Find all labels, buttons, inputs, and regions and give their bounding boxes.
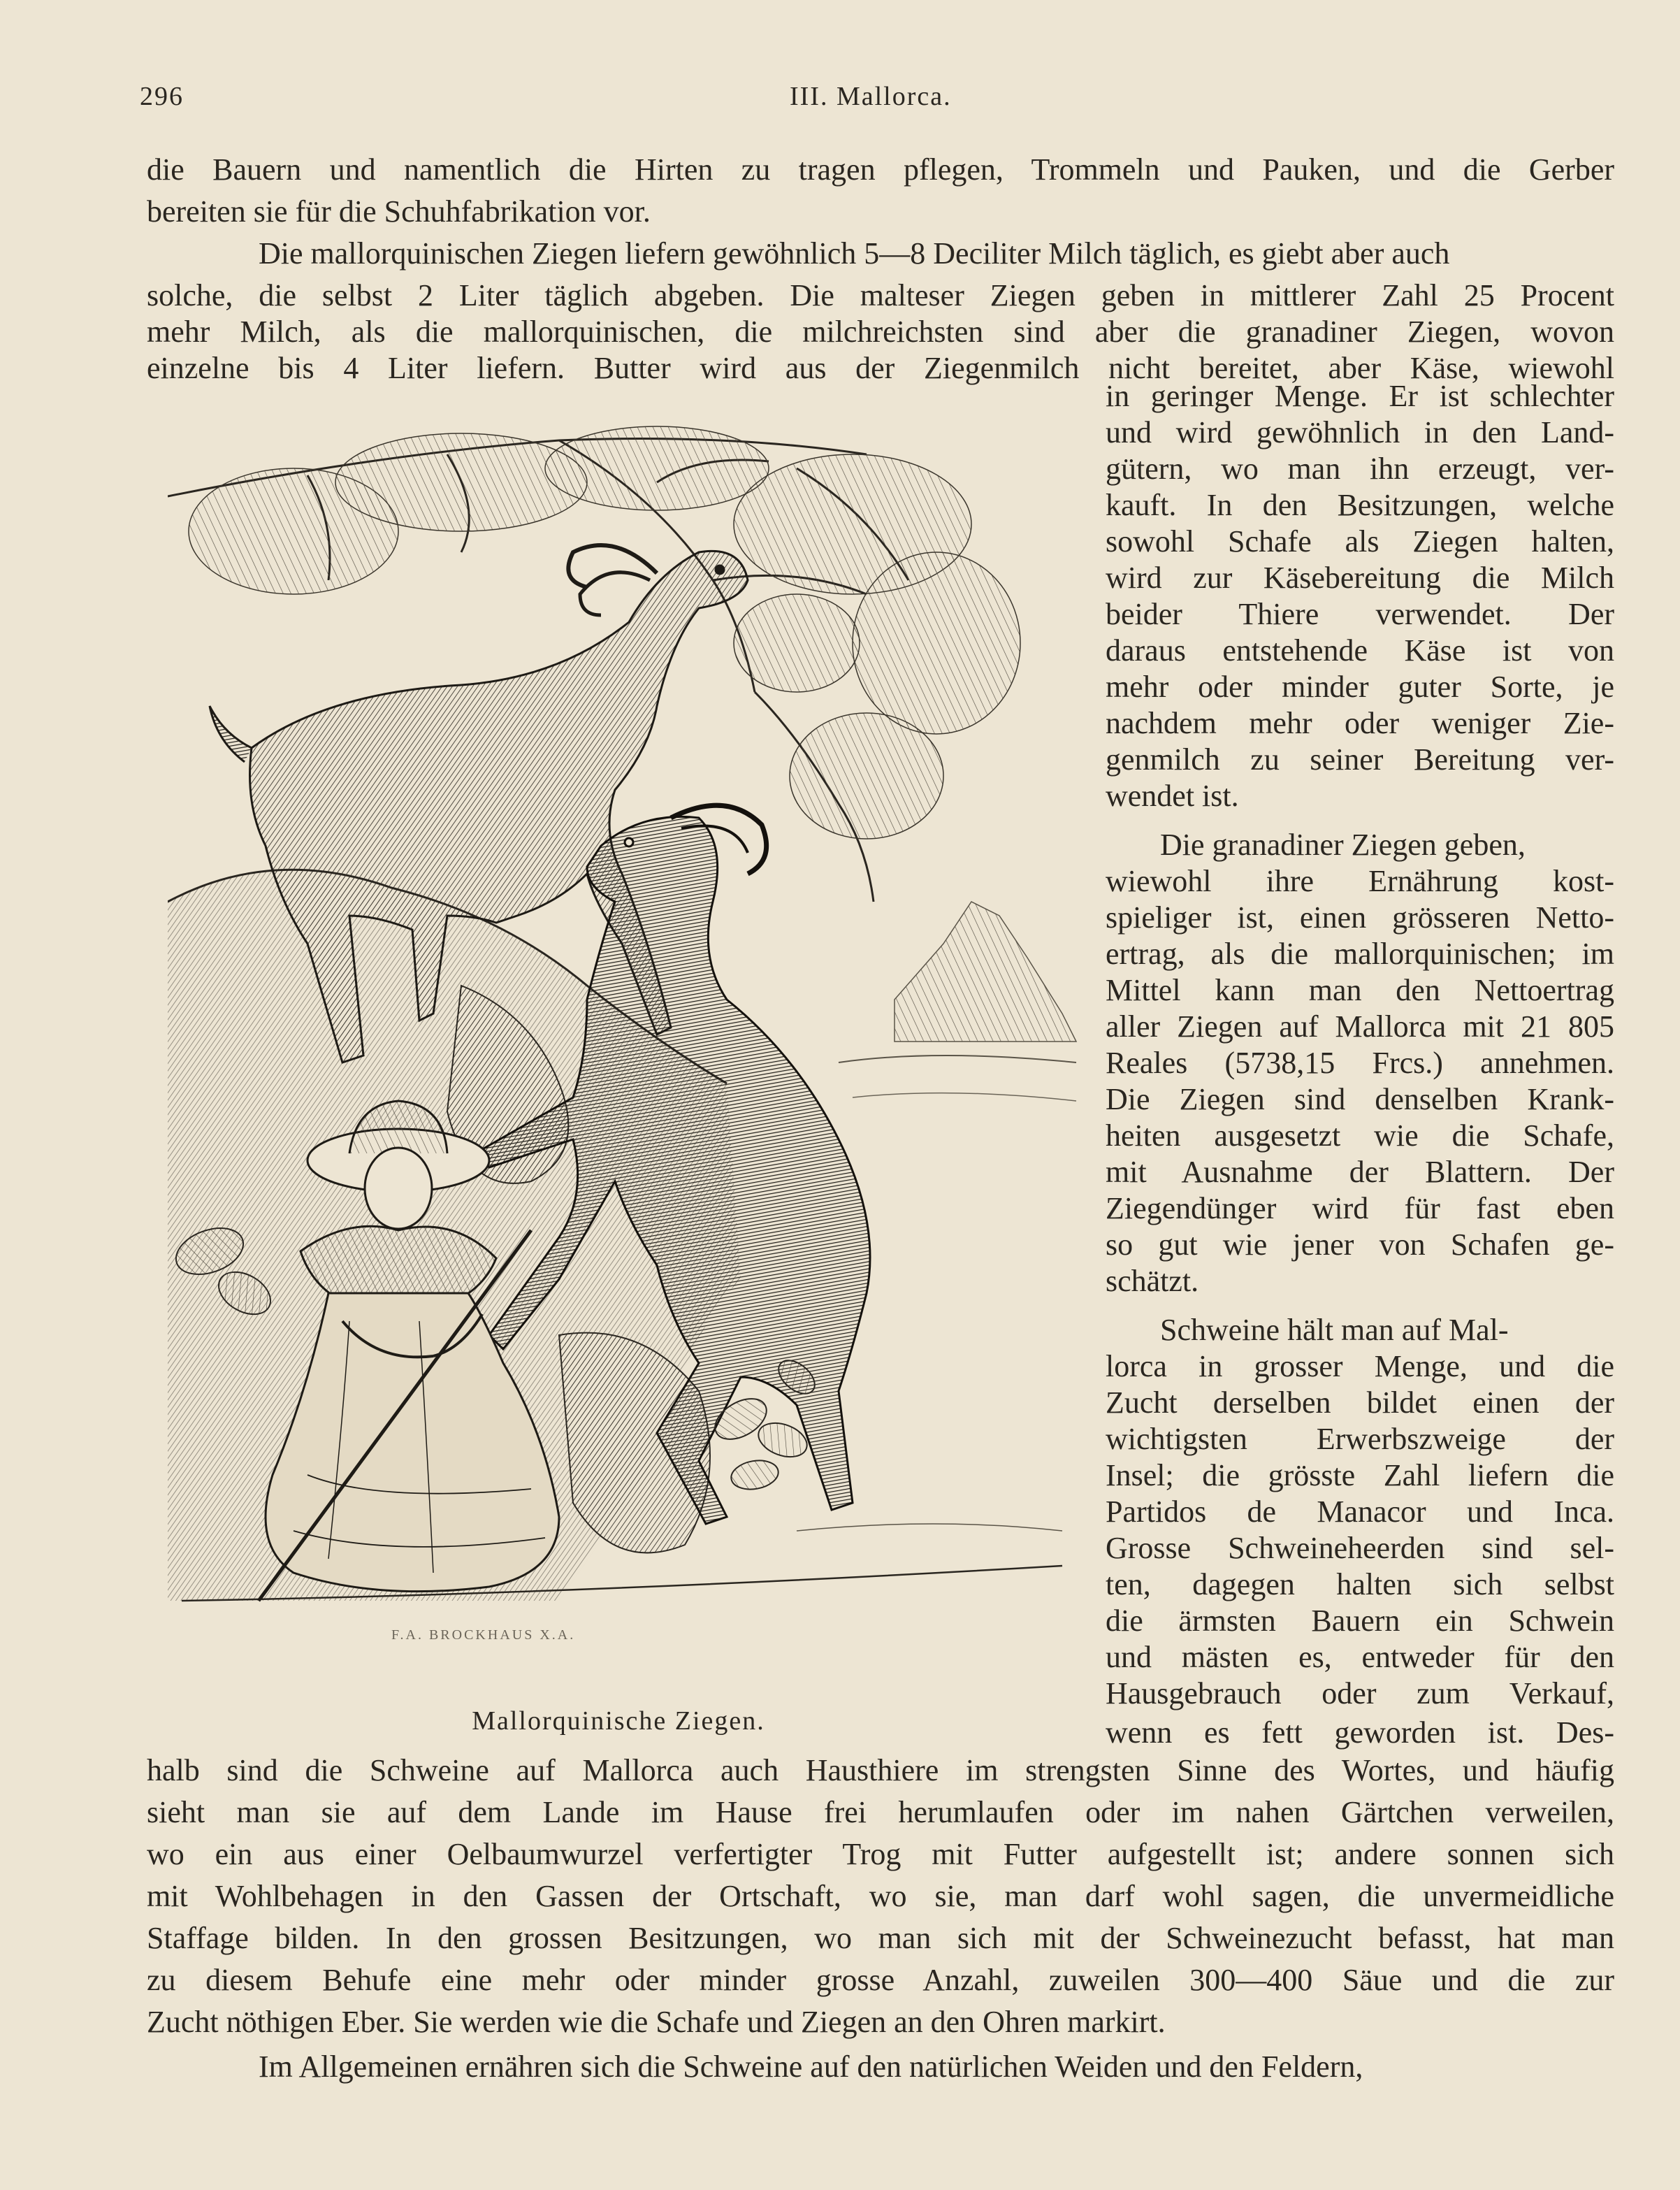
text-line: ertrag, als die mallorquinischen; im xyxy=(1106,937,1614,971)
text-line: wichtigsten Erwerbszweige der xyxy=(1106,1422,1614,1456)
goat-engraving xyxy=(168,412,1083,1664)
text-line: Partidos de Manacor und Inca. xyxy=(1106,1494,1614,1529)
text-line: Hausgebrauch oder zum Verkauf, xyxy=(1106,1676,1614,1710)
text-line: heiten ausgesetzt wie die Schafe, xyxy=(1106,1118,1614,1153)
text-line: mehr oder minder guter Sorte, je xyxy=(1106,670,1614,704)
text-line: bereiten sie für die Schuhfabrikation vor. xyxy=(147,194,651,229)
text-line: Staffage bilden. In den grossen Besitzungen, wo man sich mit der Schweinezucht befasst, hat man xyxy=(147,1921,1614,1955)
text-line: Grosse Schweineheerden sind sel- xyxy=(1106,1531,1614,1565)
text-line: Die Ziegen sind denselben Krank- xyxy=(1106,1082,1614,1116)
text-line: sieht man sie auf dem Lande im Hause frei herumlaufen oder im nahen Gärtchen verweilen, xyxy=(147,1795,1614,1829)
text-line: zu diesem Behufe eine mehr oder minder grosse Anzahl, zuweilen 300—400 Säue und die zur xyxy=(147,1963,1614,1997)
text-line: solche, die selbst 2 Liter täglich abgeben. Die malteser Ziegen geben in mittlerer Zahl 25 Procent xyxy=(147,278,1614,312)
text-line: einzelne bis 4 Liter liefern. Butter wird aus der Ziegenmilch nicht bereitet, aber Käse, wiewohl xyxy=(147,351,1614,385)
text-line: wiewohl ihre Ernährung kost- xyxy=(1106,864,1614,898)
text-line: wenn es fett geworden ist. Des- xyxy=(1106,1715,1614,1750)
text-line: ten, dagegen halten sich selbst xyxy=(1106,1567,1614,1601)
engraver-signature: F.A. BROCKHAUS X.A. xyxy=(391,1627,576,1643)
text-line: Zucht nöthigen Eber. Sie werden wie die Schafe und Ziegen an den Ohren markirt. xyxy=(147,2005,1166,2039)
text-line: wird zur Käsebereitung die Milch xyxy=(1106,561,1614,595)
text-line: wendet ist. xyxy=(1106,779,1239,813)
text-line: sowohl Schafe als Ziegen halten, xyxy=(1106,524,1614,559)
text-line: Reales (5738,15 Frcs.) annehmen. xyxy=(1106,1046,1614,1080)
text-line: nachdem mehr oder weniger Zie- xyxy=(1106,706,1614,740)
text-line: genmilch zu seiner Bereitung ver- xyxy=(1106,742,1614,777)
text-line: daraus entstehende Käse ist von xyxy=(1106,633,1614,668)
text-line: halb sind die Schweine auf Mallorca auch Hausthiere im strengsten Sinne des Wortes, und häufig xyxy=(147,1753,1614,1787)
text-line: mit Ausnahme der Blattern. Der xyxy=(1106,1155,1614,1189)
text-line: gütern, wo man ihn erzeugt, ver- xyxy=(1106,452,1614,486)
text-line: mit Wohlbehagen in den Gassen der Ortschaft, wo sie, man darf wohl sagen, die unvermeidliche xyxy=(147,1879,1614,1913)
text-line: spieliger ist, einen grösseren Netto- xyxy=(1106,900,1614,935)
text-line: Die granadiner Ziegen geben, xyxy=(1160,828,1526,862)
running-title: III. Mallorca. xyxy=(790,82,952,111)
text-line: mehr Milch, als die mallorquinischen, die milchreichsten sind aber die granadiner Ziegen, wovon xyxy=(147,315,1614,349)
text-line: Ziegendünger wird für fast eben xyxy=(1106,1191,1614,1225)
text-line: Die mallorquinischen Ziegen liefern gewöhnlich 5—8 Deciliter Milch täglich, es giebt aber auch xyxy=(259,236,1450,271)
text-line: Insel; die grösste Zahl liefern die xyxy=(1106,1458,1614,1492)
page-header xyxy=(0,81,1680,123)
text-line: Im Allgemeinen ernähren sich die Schweine auf den natürlichen Weiden und den Feldern, xyxy=(259,2049,1363,2084)
text-line: und mästen es, entweder für den xyxy=(1106,1640,1614,1674)
text-line: und wird gewöhnlich in den Land- xyxy=(1106,415,1614,449)
text-line: die Bauern und namentlich die Hirten zu tragen pflegen, Trommeln und Pauken, und die Gerber xyxy=(147,152,1614,187)
text-line: schätzt. xyxy=(1106,1264,1199,1298)
text-line: Mittel kann man den Nettoertrag xyxy=(1106,973,1614,1007)
text-line: aller Ziegen auf Mallorca mit 21 805 xyxy=(1106,1009,1614,1044)
text-line: Zucht derselben bildet einen der xyxy=(1106,1385,1614,1420)
text-line: die ärmsten Bauern ein Schwein xyxy=(1106,1604,1614,1638)
page-number: 296 xyxy=(140,82,184,111)
text-line: kauft. In den Besitzungen, welche xyxy=(1106,488,1614,522)
text-line: Schweine hält man auf Mal- xyxy=(1160,1313,1509,1347)
figure-caption: Mallorquinische Ziegen. xyxy=(472,1706,765,1736)
text-line: lorca in grosser Menge, und die xyxy=(1106,1349,1614,1383)
text-line: so gut wie jener von Schafen ge- xyxy=(1106,1227,1614,1262)
text-line: wo ein aus einer Oelbaumwurzel verfertigter Trog mit Futter aufgestellt ist; andere sonnen sich xyxy=(147,1837,1614,1871)
text-line: in geringer Menge. Er ist schlechter xyxy=(1106,379,1614,413)
text-line: beider Thiere verwendet. Der xyxy=(1106,597,1614,631)
